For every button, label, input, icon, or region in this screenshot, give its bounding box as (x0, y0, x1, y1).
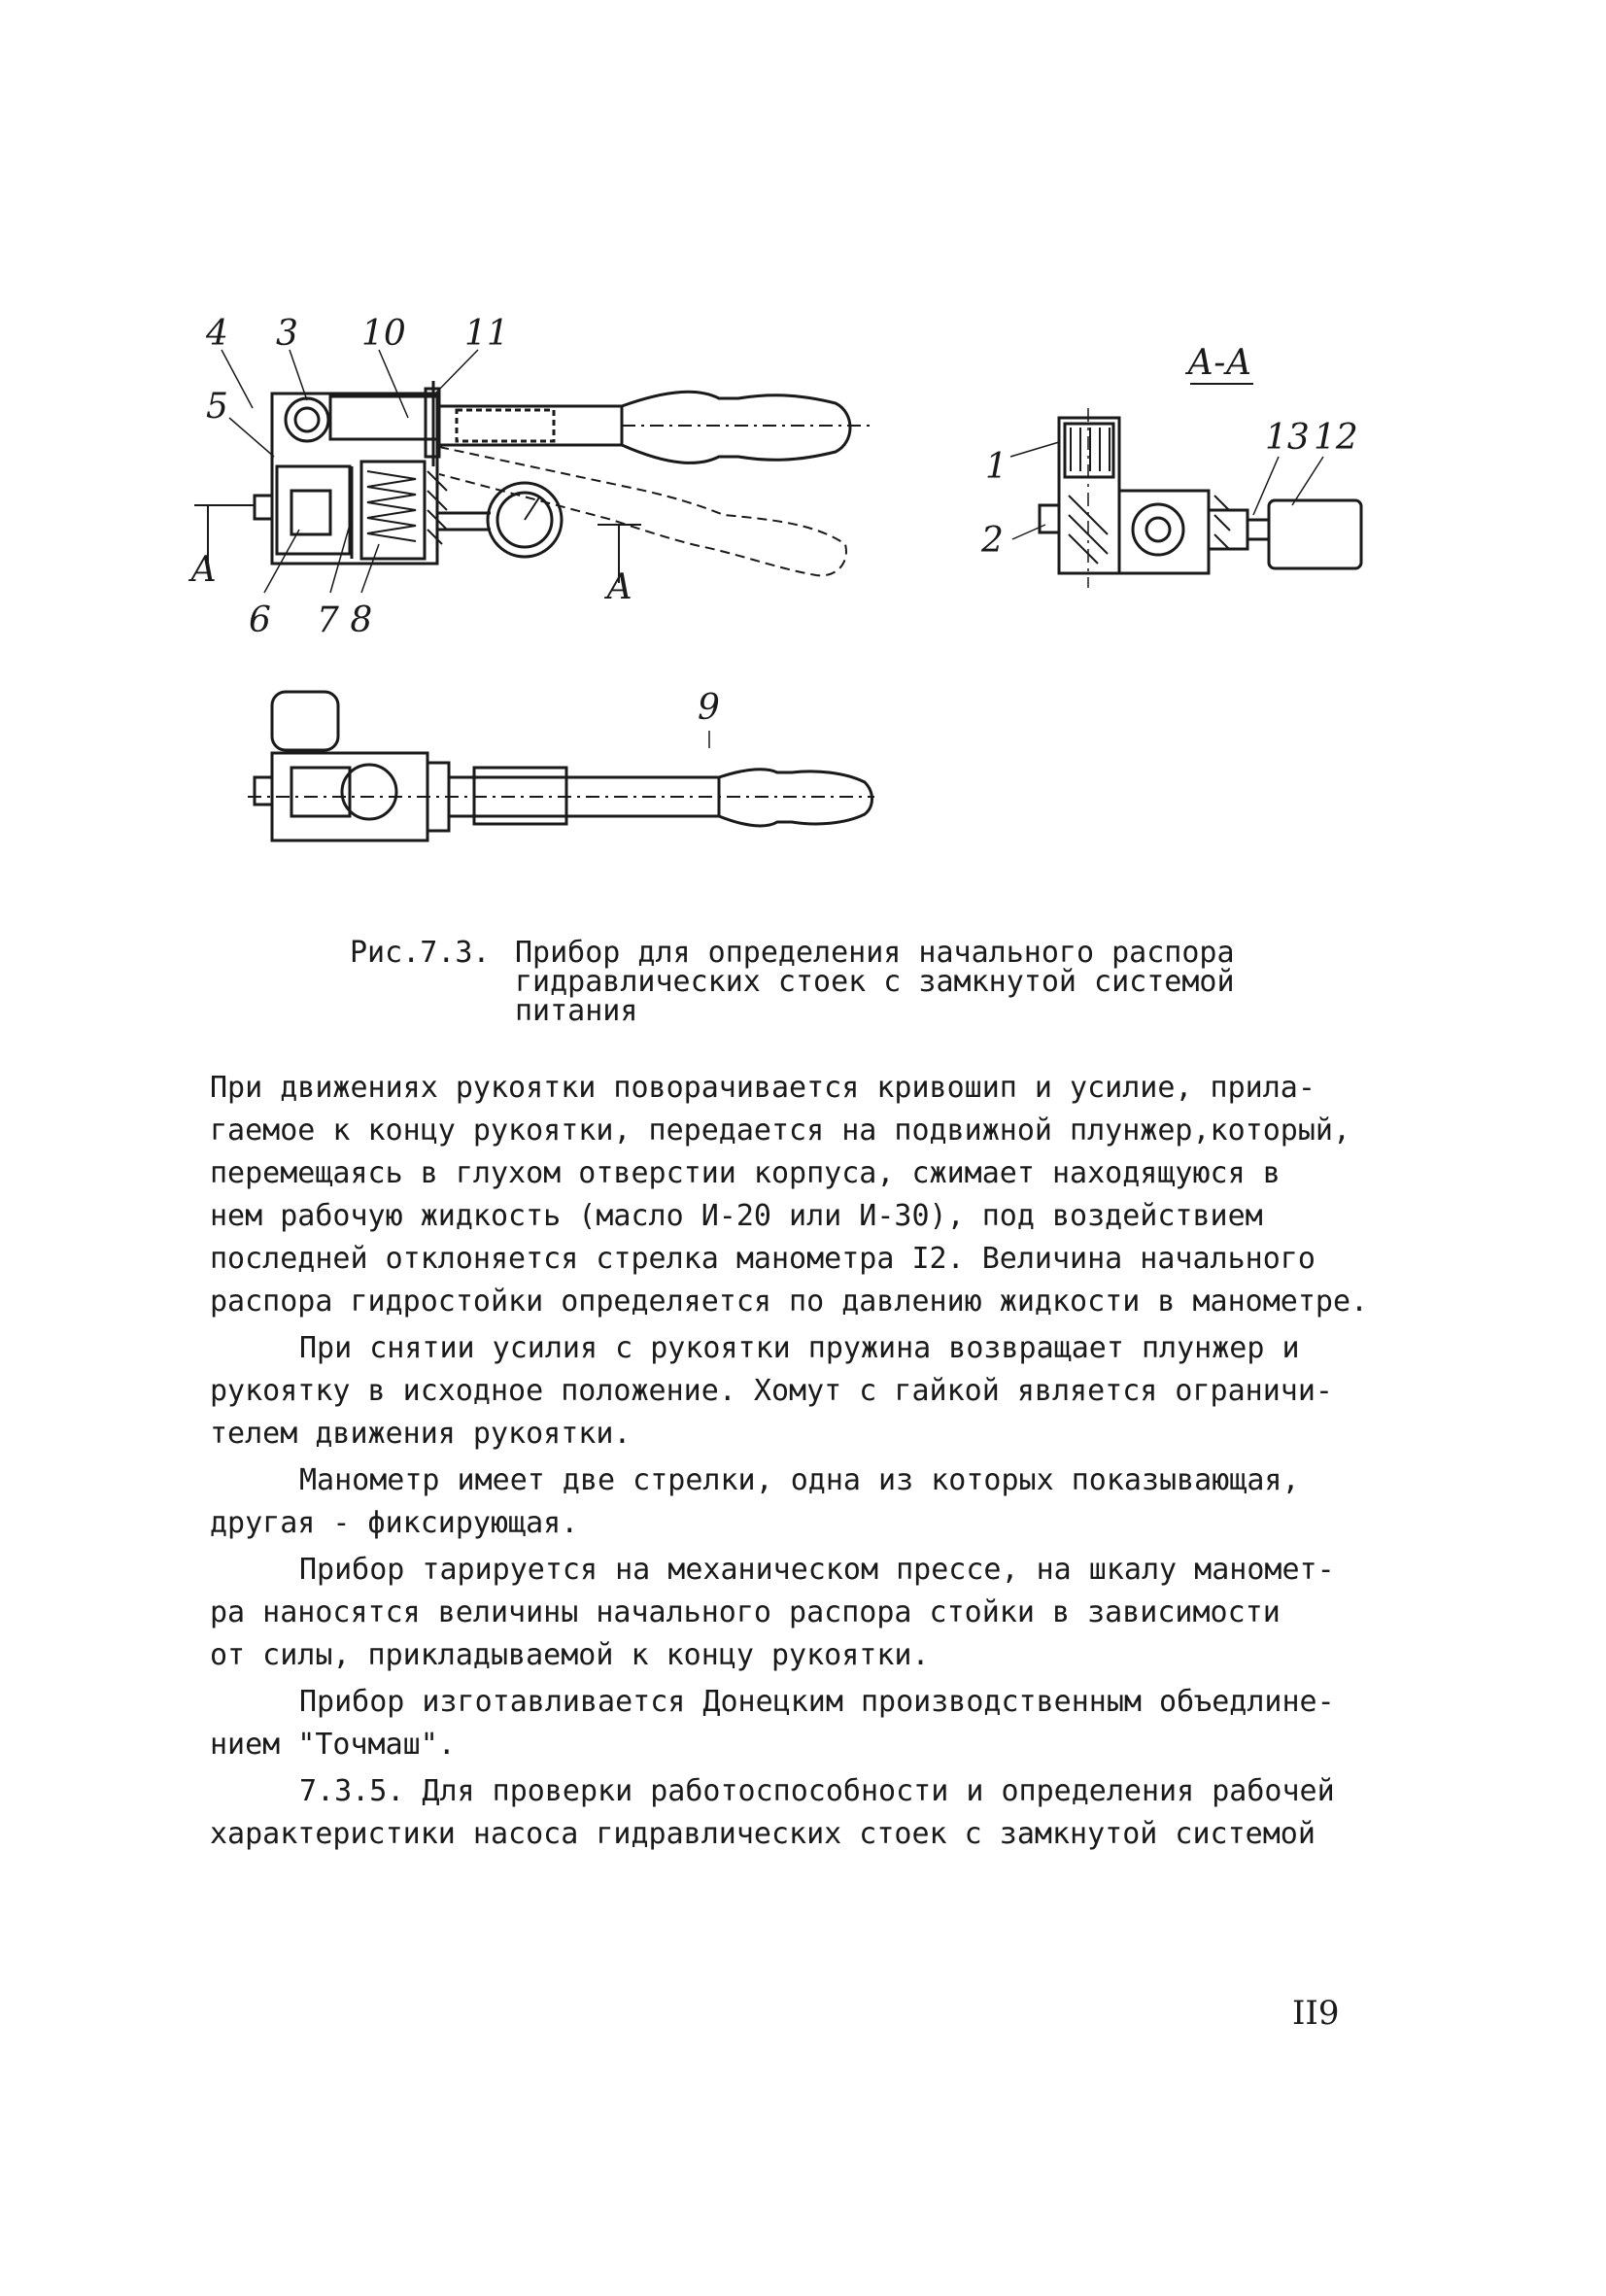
callout-7-8: 7 8 (317, 600, 373, 640)
callout-13: 13 (1265, 418, 1310, 458)
side-view (194, 350, 874, 593)
text-line: Прибор тарируется на механическом прессе, на шкалу маномет- (299, 1553, 1335, 1587)
text-line: рукоятку в исходное положение. Хомут с гайкой является ограничи- (210, 1374, 1333, 1408)
upper-tube (330, 396, 437, 439)
section-screw (1040, 505, 1059, 532)
leader-13 (1253, 457, 1279, 515)
gauge-needle (525, 497, 539, 520)
caption-text (515, 936, 1312, 1028)
cut-label-right: А (606, 567, 633, 607)
text-line: телем движения рукоятки. (210, 1417, 632, 1451)
section-label: А-А (1187, 343, 1252, 383)
caption-line: гидравлических стоек с замкнутой системой (515, 965, 1235, 999)
section-gauge (1269, 500, 1361, 568)
figure-7-3 (0, 0, 1606, 933)
grip (622, 392, 850, 463)
leader-11 (435, 350, 478, 394)
leader-8 (361, 544, 379, 593)
text-line: последней отклоняется стрелка манометра I2. Величина начального (210, 1242, 1316, 1276)
callout-4: 4 (206, 314, 228, 354)
callout-6: 6 (249, 600, 271, 640)
callout-9: 9 (698, 688, 720, 728)
plan-view (248, 692, 874, 840)
caption-line: Прибор для определения начального распора (515, 936, 1235, 970)
leader-7 (330, 525, 350, 593)
leader-10 (379, 350, 408, 418)
caption-line: питания (515, 994, 638, 1028)
callout-3: 3 (276, 314, 298, 354)
text-line: При снятии усилия с рукоятки пружина возвращает плунжер и (299, 1331, 1300, 1365)
device-drawing (0, 0, 1606, 933)
plan-screw (255, 777, 272, 805)
text-line: другая - фиксирующая. (210, 1506, 579, 1540)
spring (367, 471, 416, 541)
text-line: распора гидростойки определяется по давлению жидкости в манометре. (210, 1285, 1369, 1319)
body-text (210, 1067, 1444, 1856)
cut-label-left: А (190, 550, 218, 590)
text-line: При движениях рукоятки поворачивается кривошип и усилие, прила- (210, 1071, 1316, 1105)
leader-5 (229, 418, 274, 457)
text-line: 7.3.5. Для проверки работоспособности и определения рабочей (299, 1774, 1335, 1808)
callout-10: 10 (361, 314, 406, 354)
callout-11: 11 (464, 314, 509, 354)
leader-1 (1010, 442, 1059, 457)
page-number: II9 (1292, 1994, 1340, 2033)
caption-label: Рис.7.3. (350, 936, 491, 970)
section-cap-hatch (1071, 428, 1110, 471)
text-line: Прибор изготавливается Донецким производственным объедлине- (299, 1685, 1335, 1719)
section-hatch-right (1214, 496, 1230, 550)
text-line: ра наносятся величины начального распора стойки в зависимости (210, 1595, 1281, 1629)
side-screw (255, 496, 272, 519)
plan-cap (272, 692, 338, 750)
handle-inner (457, 410, 554, 441)
callout-12: 12 (1314, 418, 1358, 458)
text-line: характеристики насоса гидравлических стоек с замкнутой системой (210, 1817, 1316, 1851)
section-aa-view (1010, 384, 1361, 588)
callout-1: 1 (985, 447, 1008, 487)
leader-6 (264, 530, 299, 593)
crank-circle (286, 398, 328, 441)
valve-block (277, 466, 350, 554)
text-line: Манометр имеет две стрелки, одна из которых показывающая, (299, 1463, 1300, 1497)
text-line: перемещаясь в глухом отверстии корпуса, сжимает находящуюся в (210, 1156, 1281, 1190)
text-line: нием "Точмаш". (210, 1728, 456, 1762)
text-line: от силы, прикладываемой к концу рукоятки. (210, 1638, 930, 1672)
leader-12 (1292, 457, 1323, 505)
section-bore (1133, 504, 1183, 555)
callout-2: 2 (981, 521, 1004, 561)
crank-inner (295, 408, 319, 431)
valve-inner (291, 491, 330, 534)
text-line: гаемое к концу рукоятки, передается на подвижной плунжер,который, (210, 1114, 1350, 1148)
callout-5: 5 (206, 387, 228, 427)
section-bore-inner (1146, 518, 1170, 541)
section-nut (1247, 520, 1269, 539)
text-line: нем рабочую жидкость (масло И-20 или И-30), под воздействием (210, 1199, 1263, 1233)
